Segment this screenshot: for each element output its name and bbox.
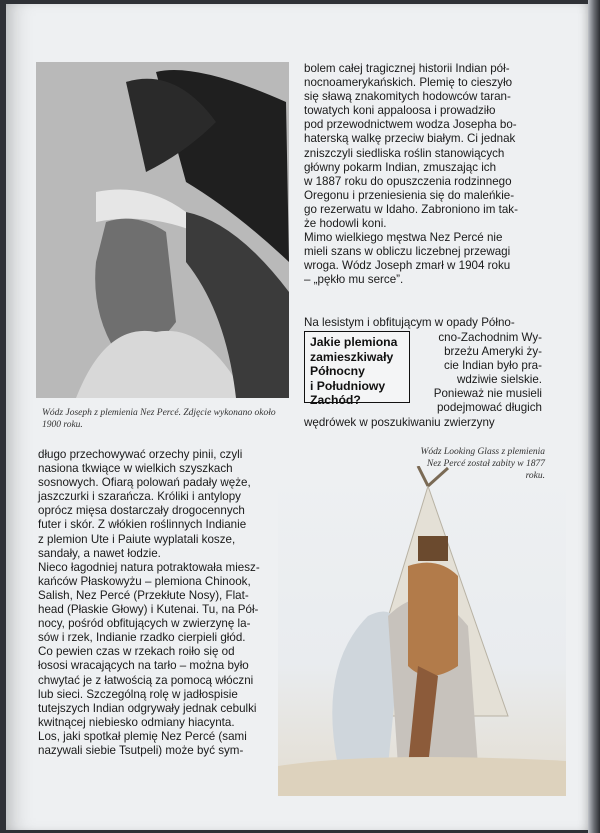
right-column-bottom-text: wędrówek w poszukiwaniu zwierzyny <box>304 416 495 429</box>
right-column-mid-text: Na lesistym i obfitującym w opady Półno- <box>304 316 515 329</box>
illustration-image <box>278 466 566 796</box>
chief-joseph-photo <box>36 62 289 398</box>
box-side-text: cno-Zachodnim Wy- brzeżu Ameryki ży- cie Indian było pra- wdziwie sielskie. Ponieważ nie musieli podejmować długich <box>433 331 542 415</box>
portrait-image <box>36 62 289 398</box>
photo-caption: Wódz Joseph z plemienia Nez Percé. Zdjęcie wykonano około 1900 roku. <box>42 408 276 430</box>
page-edge <box>588 0 600 833</box>
question-box: Jakie plemiona zamieszkiwały Północny i Południowy Zachód? <box>304 331 410 403</box>
right-column-top-text: bolem całej tragicznej historii Indian pół- nocnoamerykańskich. Plemię to cieszyło się sławą znakomitych hodowców taran- towatych koni appaloosa i prowadziło pod przewodnictwem wodza Josepha bo- haterską walkę przeciw białym. Ci jednak zniszczyli siedliska roślin stanowiących główny pokarm Indian, zmuszając ich w 1887 roku do opuszczenia rodzinnego Oregonu i przeniesienia się do maleńkie- go rezerwatu w Idaho. Zabroniono im tak- że hodowli koni. Mimo wielkiego męstwa Nez Percé nie mieli szans w obliczu liczebnej przewagi wroga. Wódz Joseph zmarł w 1904 roku – „pękło mu serce”. <box>304 62 518 287</box>
looking-glass-illustration <box>278 466 566 796</box>
illustration-caption: Wódz Looking Glass z plemienia Nez Percé został zabity w 1877 roku. <box>420 447 545 481</box>
book-page <box>6 4 588 830</box>
left-column-text: długo przechowywać orzechy pinii, czyli nasiona tkwiące w wielkich szyszkach sosnowych. Ofiarą polowań padały węże, jaszczurki i szarańcza. Króliki i antylopy oprócz mięsa dostarczały drogocennych futer i skór. Z włókien roślinnych Indianie z plemion Ute i Paiute wyplatali kosze, sandały, a nawet łodzie. Nieco łagodniej natura potraktowała miesz- kańców Płaskowyżu – plemiona Chinook, Salish, Nez Percé (Przekłute Nosy), Flat- head (Płaskie Głowy) i Kutenai. Tu, na Pół- nocy, pośród obfitujących w zwierzynę la- sów i rzek, Indianie rzadko cierpieli głód. Co pewien czas w rzekach roiło się od łososi wracających na tarło – można było chwytać je z łatwością za pomocą włóczni lub sieci. Szczególną rolę w jadłospisie tutejszych Indian odgrywały jednak cebulki kwitnącej niebiesko odmiany hiacynta. Los, jaki spotkał plemię Nez Percé (sami nazywali siebie Tsutpeli) może być sym- <box>38 448 260 757</box>
